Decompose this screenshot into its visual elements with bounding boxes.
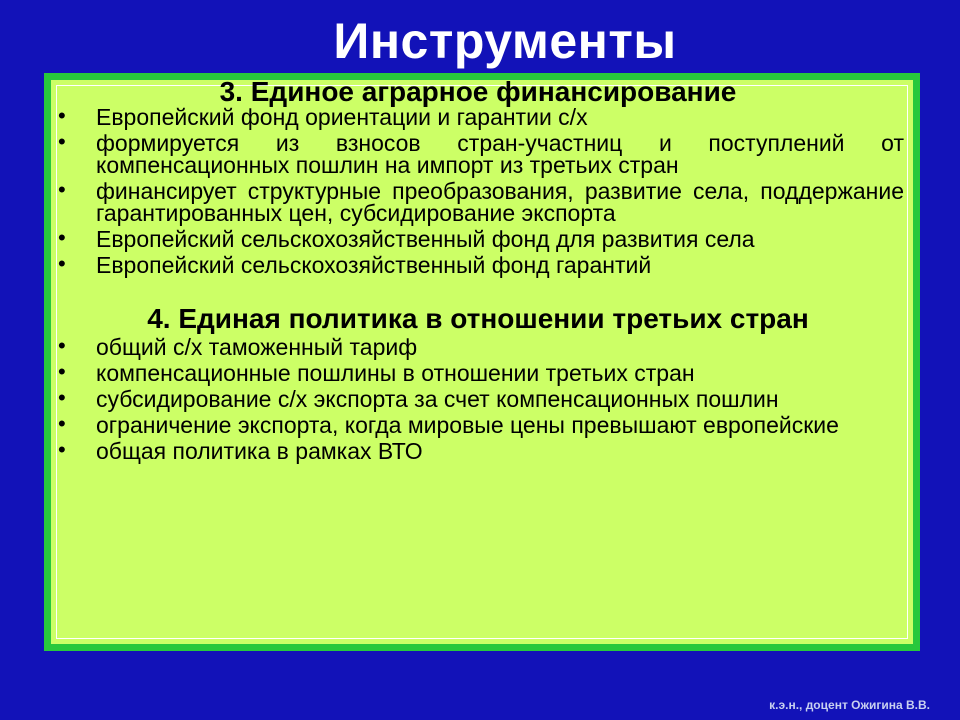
- list-item-text: финансирует структурные преобразования, развитие села, поддержание гарантированных цен, субсидирование экспорта: [96, 178, 904, 226]
- list-item-text: общая политика в рамках ВТО: [96, 438, 423, 464]
- list-item: [52, 385, 904, 412]
- bullet-icon: •: [58, 225, 66, 250]
- list-item-text: субсидирование с/х экспорта за счет компенсационных пошлин: [96, 386, 779, 412]
- section-heading-4: 4. Единая политика в отношении третьих стран: [147, 303, 809, 334]
- bullet-icon: •: [58, 251, 66, 276]
- bullet-icon: •: [58, 359, 66, 384]
- list-item: [52, 359, 904, 386]
- list-item-text: Европейский сельскохозяйственный фонд гарантий: [96, 252, 652, 278]
- list-item-text: ограничение экспорта, когда мировые цены превышают европейские: [96, 412, 839, 438]
- list-item: [52, 437, 904, 464]
- bullet-icon: •: [58, 129, 66, 154]
- bullet-icon: •: [58, 103, 66, 128]
- list-item-text: общий с/х таможенный тариф: [96, 334, 418, 360]
- list-item: [52, 225, 904, 252]
- list-item: [52, 251, 904, 278]
- list-item: [52, 333, 904, 360]
- slide-title: Инструменты: [333, 13, 677, 69]
- list-item: [52, 177, 904, 226]
- list-item-text: компенсационные пошлины в отношении третьих стран: [96, 360, 695, 386]
- content-area: [52, 78, 904, 462]
- section-heading-3: 3. Единое аграрное финансирование: [219, 76, 737, 107]
- list-item-text: Европейский сельскохозяйственный фонд для развития села: [96, 226, 755, 252]
- list-item: [52, 411, 904, 438]
- bullet-icon: •: [58, 177, 66, 202]
- bullet-icon: •: [58, 385, 66, 410]
- list-item-text: Европейский фонд ориентации и гарантии с/х: [96, 104, 588, 130]
- bullet-icon: •: [58, 333, 66, 358]
- list-item: [52, 129, 904, 178]
- list-item-text: формируется из взносов стран-участниц и поступлений от компенсационных пошлин на импорт из третьих стран: [96, 130, 904, 178]
- author-footer: к.э.н., доцент Ожигина В.В.: [769, 698, 930, 712]
- bullet-icon: •: [58, 437, 66, 462]
- list-item: [52, 103, 904, 130]
- bullet-icon: •: [58, 411, 66, 436]
